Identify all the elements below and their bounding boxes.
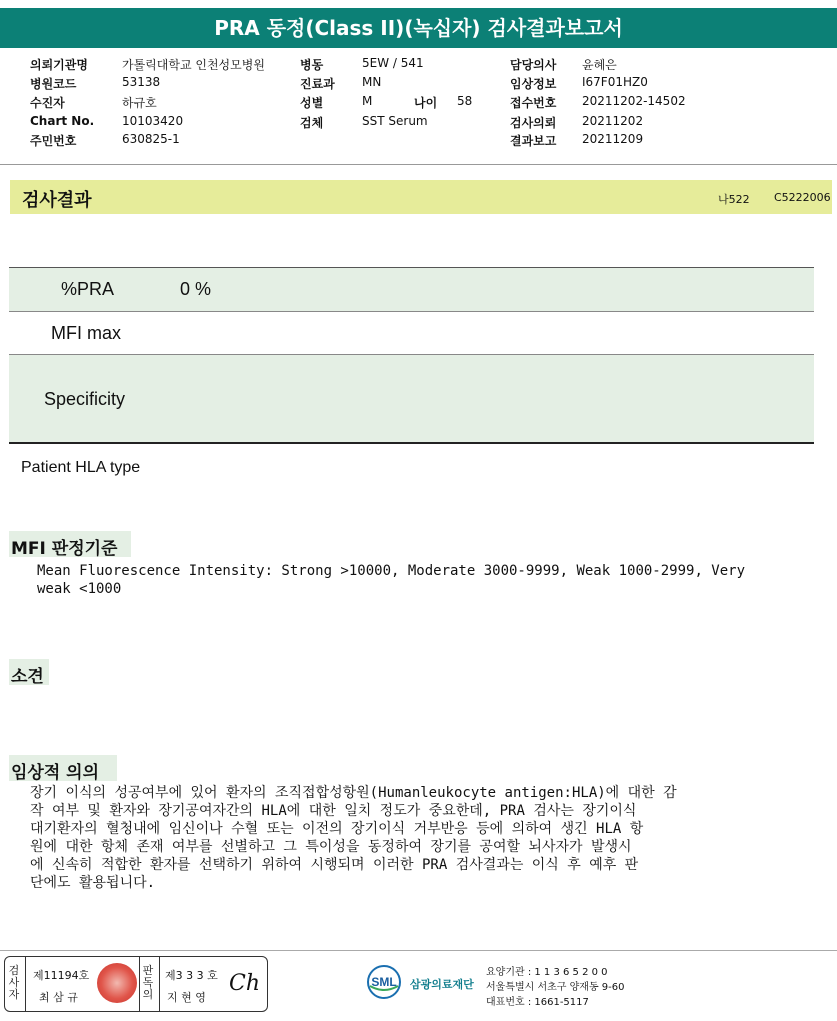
org-phone: 대표번호 : 1661-5117 <box>486 997 589 1008</box>
institution-code: 요양기관 : 1 1 3 6 5 2 0 0 <box>486 967 608 978</box>
patient-label: 수진자 <box>30 96 65 110</box>
hla-type-label: Patient HLA type <box>21 459 141 476</box>
mfi-row <box>9 312 814 354</box>
pra-value: 0 % <box>180 279 212 299</box>
ward-value: 5EW / 541 <box>362 56 424 70</box>
stamp-divider-2 <box>139 957 140 1011</box>
reviewer-name: 지 현 영 <box>167 991 206 1004</box>
handwritten-signature: Ch <box>229 971 261 996</box>
hospcode-value: 53138 <box>122 75 161 89</box>
examiner-name: 최 삼 규 <box>39 991 78 1004</box>
sex-value: M <box>362 94 373 108</box>
results-header-bar <box>10 180 832 214</box>
significance-text: 장기 이식의 성공여부에 있어 환자의 조직접합성항원(Humanleukocyte antigen:HLA)에 대한 감 작 여부 및 환자와 장기공여자간의 HLA에 대한 일치 정도가 중요한데, PRA 검사는 장기이식 대기환자의 혈청내에 임신이나 수혈 또는 이전의 장기이식 거부반응 등에 의하여 생긴 HLA 항 원에 대한 항체 존재 여부를 선별하고 그 특이성을 동정하여 장기를 공여할 뇌사자가 발생시 에 신속히 적합한 환자를 선택하기 위하여 시행되며 이러한 PRA 검사결과는 이식 후 예후 판 단에도 활용됩니다. <box>30 785 677 891</box>
dept-value: MN <box>362 75 382 89</box>
rrn-label: 주민번호 <box>30 134 77 148</box>
clinical-label: 임상정보 <box>510 77 557 91</box>
patient-value: 하규호 <box>122 96 157 110</box>
table-bottom-border <box>9 442 814 444</box>
criteria-text: Mean Fluorescence Intensity: Strong >10000, Moderate 3000-9999, Weak 1000-2999, Very weak <1000 <box>37 563 746 597</box>
examiner-label: 검사자 <box>8 964 20 1001</box>
org-name: 삼광의료재단 <box>410 978 474 991</box>
reviewer-label: 판독의 <box>142 964 154 1001</box>
stamp-divider-3 <box>159 957 160 1011</box>
reported-label: 결과보고 <box>510 134 557 148</box>
pra-row <box>9 268 814 311</box>
ward-label: 병동 <box>300 58 324 72</box>
receipt-label: 접수번호 <box>510 96 557 110</box>
dept-label: 진료과 <box>300 77 335 91</box>
criteria-heading: MFI 판정기준 <box>9 531 131 557</box>
specificity-label: Specificity <box>44 389 126 409</box>
age-value: 58 <box>457 94 473 108</box>
sex-label: 성별 <box>300 96 324 110</box>
rrn-value: 630825-1 <box>122 132 180 146</box>
significance-heading: 임상적 의의 <box>9 755 117 781</box>
footer-divider <box>0 950 837 951</box>
specimen-label: 검체 <box>300 116 324 130</box>
doctor-label: 담당의사 <box>510 58 557 72</box>
org-address-block <box>486 965 625 1010</box>
header-divider <box>0 164 837 165</box>
stamp-divider-1 <box>25 957 26 1011</box>
age-label: 나이 <box>414 96 438 110</box>
doctor-value: 윤혜은 <box>582 58 617 72</box>
specificity-row <box>9 355 814 442</box>
hospcode-label: 병원코드 <box>30 77 77 91</box>
institution-label: 의뢰기관명 <box>30 58 88 72</box>
institution-value: 가톨릭대학교 인천성모병원 <box>122 58 265 72</box>
test-code-2: C5222006 <box>774 191 831 204</box>
sml-logo-icon <box>366 964 402 1000</box>
logo-text: SML <box>371 975 397 989</box>
chart-value: 10103420 <box>122 114 184 128</box>
requested-label: 검사의뢰 <box>510 116 557 130</box>
report-title: PRA 동정(Class II)(녹십자) 검사결과보고서 <box>0 8 837 48</box>
requested-value: 20211202 <box>582 114 644 128</box>
test-code-1: 나522 <box>718 193 750 206</box>
signature-stamp-box <box>4 956 268 1012</box>
reviewer-number: 제3 3 3 호 <box>165 969 218 982</box>
seal-stamp <box>97 963 137 1003</box>
results-heading: 검사결과 <box>22 190 92 211</box>
mfi-label: MFI max <box>51 323 121 343</box>
findings-heading: 소견 <box>9 659 49 685</box>
org-address: 서울특별시 서초구 양재동 9-60 <box>486 982 625 993</box>
clinical-value: I67F01HZ0 <box>582 75 648 89</box>
pra-label: %PRA <box>61 279 115 299</box>
reported-value: 20211209 <box>582 132 644 146</box>
specimen-value: SST Serum <box>362 114 428 128</box>
chart-label: Chart No. <box>30 114 95 128</box>
examiner-number: 제11194호 <box>33 969 90 982</box>
receipt-value: 20211202-14502 <box>582 94 686 108</box>
